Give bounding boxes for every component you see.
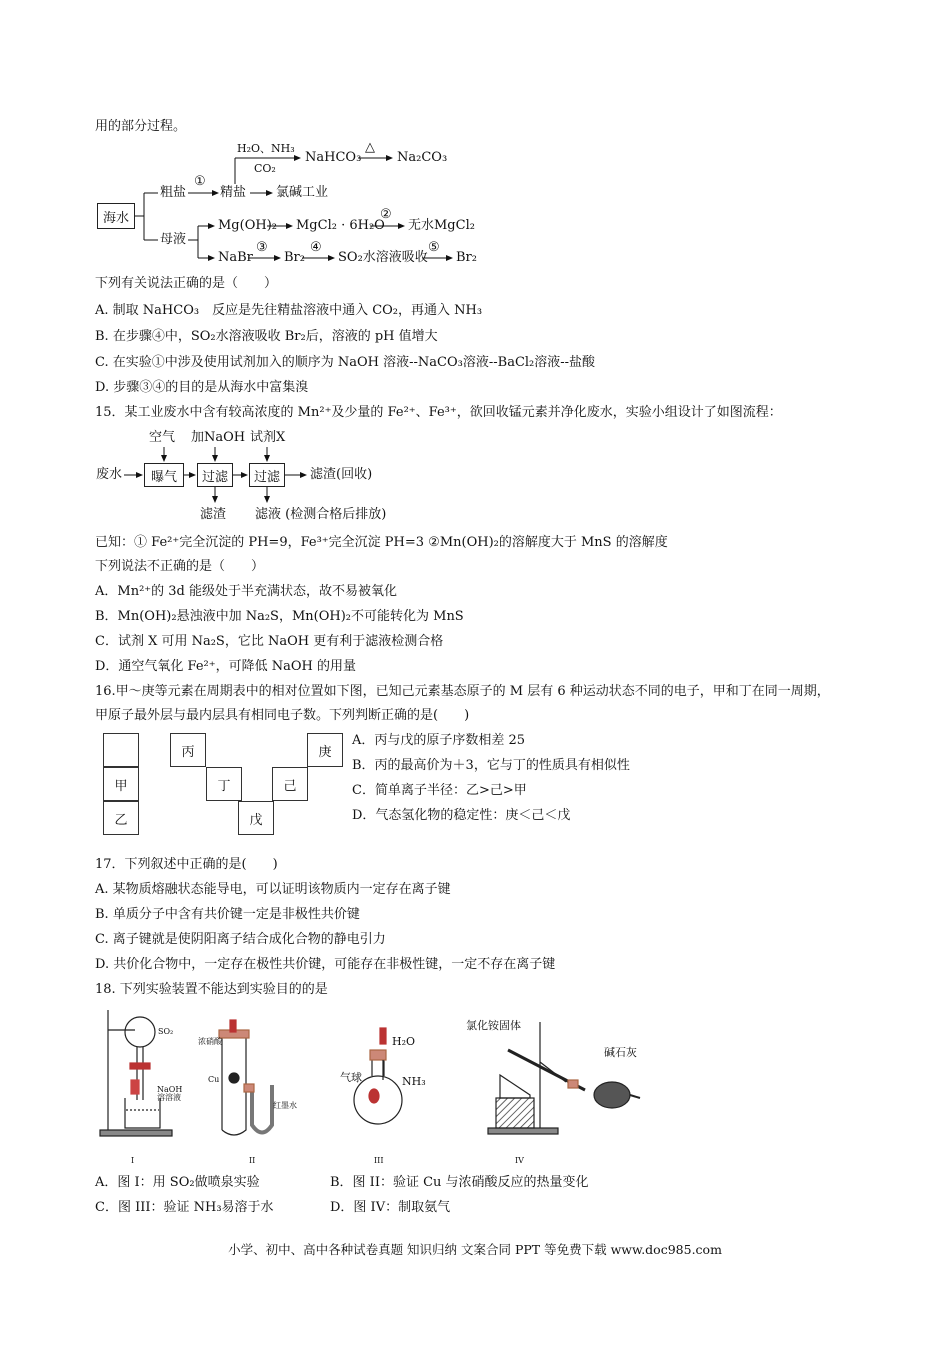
- br2-final-label: Br₂: [456, 250, 477, 265]
- q18-option-d: D．图 IV：制取氨气: [330, 1200, 451, 1215]
- q17-stem: 17．下列叙述中正确的是( ): [95, 857, 278, 872]
- reagents-label: H₂O、NH₃: [237, 142, 295, 155]
- nahco3-label: NaHCO₃: [305, 150, 362, 165]
- fig4-lime-label: 碱石灰: [604, 1046, 637, 1059]
- seawater-box: 海水: [97, 203, 135, 229]
- fig3-nh3-label: NH₃: [402, 1075, 426, 1088]
- q15-stem: 15．某工业废水中含有较高浓度的 Mn²⁺及少量的 Fe²⁺、Fe³⁺，欲回收锰元素并净化废水，实验小组设计了如图流程：: [95, 405, 782, 420]
- step1-label: ①: [194, 174, 206, 189]
- q16-option-c: C．简单离子半径：乙>己>甲: [352, 783, 527, 798]
- fig3-water-label: H₂O: [392, 1035, 416, 1048]
- filter1-box: 过滤: [197, 463, 233, 487]
- cell-jia: 甲: [103, 767, 139, 801]
- air-label: 空气: [149, 430, 176, 445]
- q15-stem2: 下列说法不正确的是（ ）: [95, 559, 265, 574]
- q14-option-d: D. 步骤③④的目的是从海水中富集溴: [95, 380, 309, 395]
- wastewater-label: 废水: [96, 467, 123, 482]
- br2-label: Br₂: [284, 250, 305, 265]
- filtrate-label: 滤液 (检测合格后排放): [255, 507, 387, 522]
- fig2-cu-label: Cu: [208, 1075, 220, 1084]
- q17-option-d: D. 共价化合物中，一定存在极性共价键，可能存在非极性键，一定不存在离子键: [95, 957, 556, 972]
- q14-option-a: A. 制取 NaHCO₃ 反应是先往精盐溶液中通入 CO₂，再通入 NH₃: [95, 303, 483, 318]
- step5-label: ⑤: [428, 240, 440, 255]
- aerate-box: 曝气: [144, 463, 184, 487]
- step3-label: ③: [256, 240, 268, 255]
- step4-label: ④: [310, 240, 322, 255]
- heat-label: △: [365, 140, 375, 155]
- q16-option-a: A．丙与戊的原子序数相差 25: [352, 733, 526, 748]
- cell-yi: 乙: [103, 801, 139, 835]
- na2co3-label: Na₂CO₃: [397, 150, 448, 165]
- fig1-so2-label: SO₂: [158, 1027, 174, 1036]
- nabr-label: NaBr: [218, 250, 253, 265]
- cell-wu: 戊: [238, 801, 274, 835]
- crude-salt-label: 粗盐: [160, 185, 187, 200]
- fig4-number: IV: [515, 1156, 524, 1165]
- cell-geng: 庚: [307, 733, 343, 767]
- step2-label: ②: [380, 207, 392, 222]
- add-naoh-label: 加NaOH: [191, 430, 246, 445]
- refined-salt-label: 精盐: [220, 185, 247, 200]
- q14-stem: 下列有关说法正确的是（ ）: [95, 276, 278, 291]
- residue-label: 滤渣: [200, 507, 227, 522]
- anhydrous-label: 无水MgCl₂: [408, 218, 475, 233]
- q17-option-c: C. 离子键就是使阴阳离子结合成化合物的静电引力: [95, 932, 386, 947]
- q14-option-b: B. 在步骤④中，SO₂水溶液吸收 Br₂后，溶液的 pH 值增大: [95, 329, 438, 344]
- q16-line1: 16.甲～庚等元素在周期表中的相对位置如下图，已知己元素基态原子的 M 层有 6 种运动状态不同的电子，甲和丁在同一周期，: [95, 684, 830, 699]
- fig2-acid-label: 浓硝酸: [198, 1037, 222, 1046]
- q16-option-b: B．丙的最高价为＋3，它与丁的性质具有相似性: [352, 758, 630, 773]
- q18-option-c: C．图 III：验证 NH₃易溶于水: [95, 1200, 274, 1215]
- q17-option-a: A. 某物质熔融状态能导电，可以证明该物质内一定存在离子键: [95, 882, 451, 897]
- q15-option-b: B．Mn(OH)₂悬浊液中加 Na₂S，Mn(OH)₂不可能转化为 MnS: [95, 609, 464, 624]
- cell-ding: 丁: [206, 767, 242, 801]
- so2-absorb-label: SO₂水溶液吸收: [338, 250, 428, 265]
- q15-option-c: C．试剂 X 可用 Na₂S，它比 NaOH 更有利于滤液检测合格: [95, 634, 444, 649]
- intro-text: 用的部分过程。: [95, 119, 187, 134]
- q18-option-a: A．图 I：用 SO₂做喷泉实验: [95, 1175, 260, 1190]
- q15-option-d: D．通空气氧化 Fe²⁺，可降低 NaOH 的用量: [95, 659, 357, 674]
- residue-recover-label: 滤渣(回收): [310, 467, 373, 482]
- q16-line2: 甲原子最外层与最内层具有相同电子数。下列判断正确的是( ): [95, 708, 470, 723]
- fig1-solution-label: 溶溶液: [157, 1093, 181, 1102]
- cell-ji: 己: [272, 767, 308, 801]
- cell-bing: 丙: [170, 733, 206, 767]
- co2-label: CO₂: [254, 162, 276, 175]
- reagent-x-label: 试剂X: [250, 430, 286, 445]
- mgoh2-label: Mg(OH)₂: [218, 218, 277, 233]
- q15-known: 已知：① Fe²⁺完全沉淀的 PH=9，Fe³⁺完全沉淀 PH=3 ②Mn(OH)₂的溶解度大于 MnS 的溶解度: [95, 535, 668, 550]
- mother-liquor-label: 母液: [160, 232, 187, 247]
- fig1-number: I: [131, 1156, 135, 1165]
- q15-option-a: A．Mn²⁺的 3d 能级处于半充满状态，故不易被氧化: [95, 584, 398, 599]
- q18-option-b: B．图 II：验证 Cu 与浓硝酸反应的热量变化: [330, 1175, 589, 1190]
- fig1-naoh-label: NaOH: [157, 1085, 183, 1094]
- fig4-nh4cl-label: 氯化铵固体: [466, 1019, 521, 1032]
- q14-option-c: C. 在实验①中涉及使用试剂加入的顺序为 NaOH 溶液--NaCO₃溶液--BaCl₂溶液--盐酸: [95, 355, 596, 370]
- q18-stem: 18. 下列实验装置不能达到实验目的的是: [95, 982, 328, 997]
- chlor-alkali-label: 氯碱工业: [276, 185, 329, 200]
- fig2-number: II: [249, 1156, 256, 1165]
- fig2-ink-label: 红墨水: [273, 1101, 297, 1110]
- q16-option-d: D．气态氢化物的稳定性：庚＜己＜戊: [352, 808, 571, 823]
- page-footer: 小学、初中、高中各种试卷真题 知识归纳 文案合同 PPT 等免费下载 www.doc985.com: [228, 1242, 722, 1257]
- q17-option-b: B. 单质分子中含有共价键一定是非极性共价键: [95, 907, 360, 922]
- filter2-box: 过滤: [249, 463, 285, 487]
- fig3-balloon-label: 气球: [340, 1071, 362, 1084]
- mgcl2-label: MgCl₂ · 6H₂O: [296, 218, 385, 233]
- fig3-number: III: [374, 1156, 384, 1165]
